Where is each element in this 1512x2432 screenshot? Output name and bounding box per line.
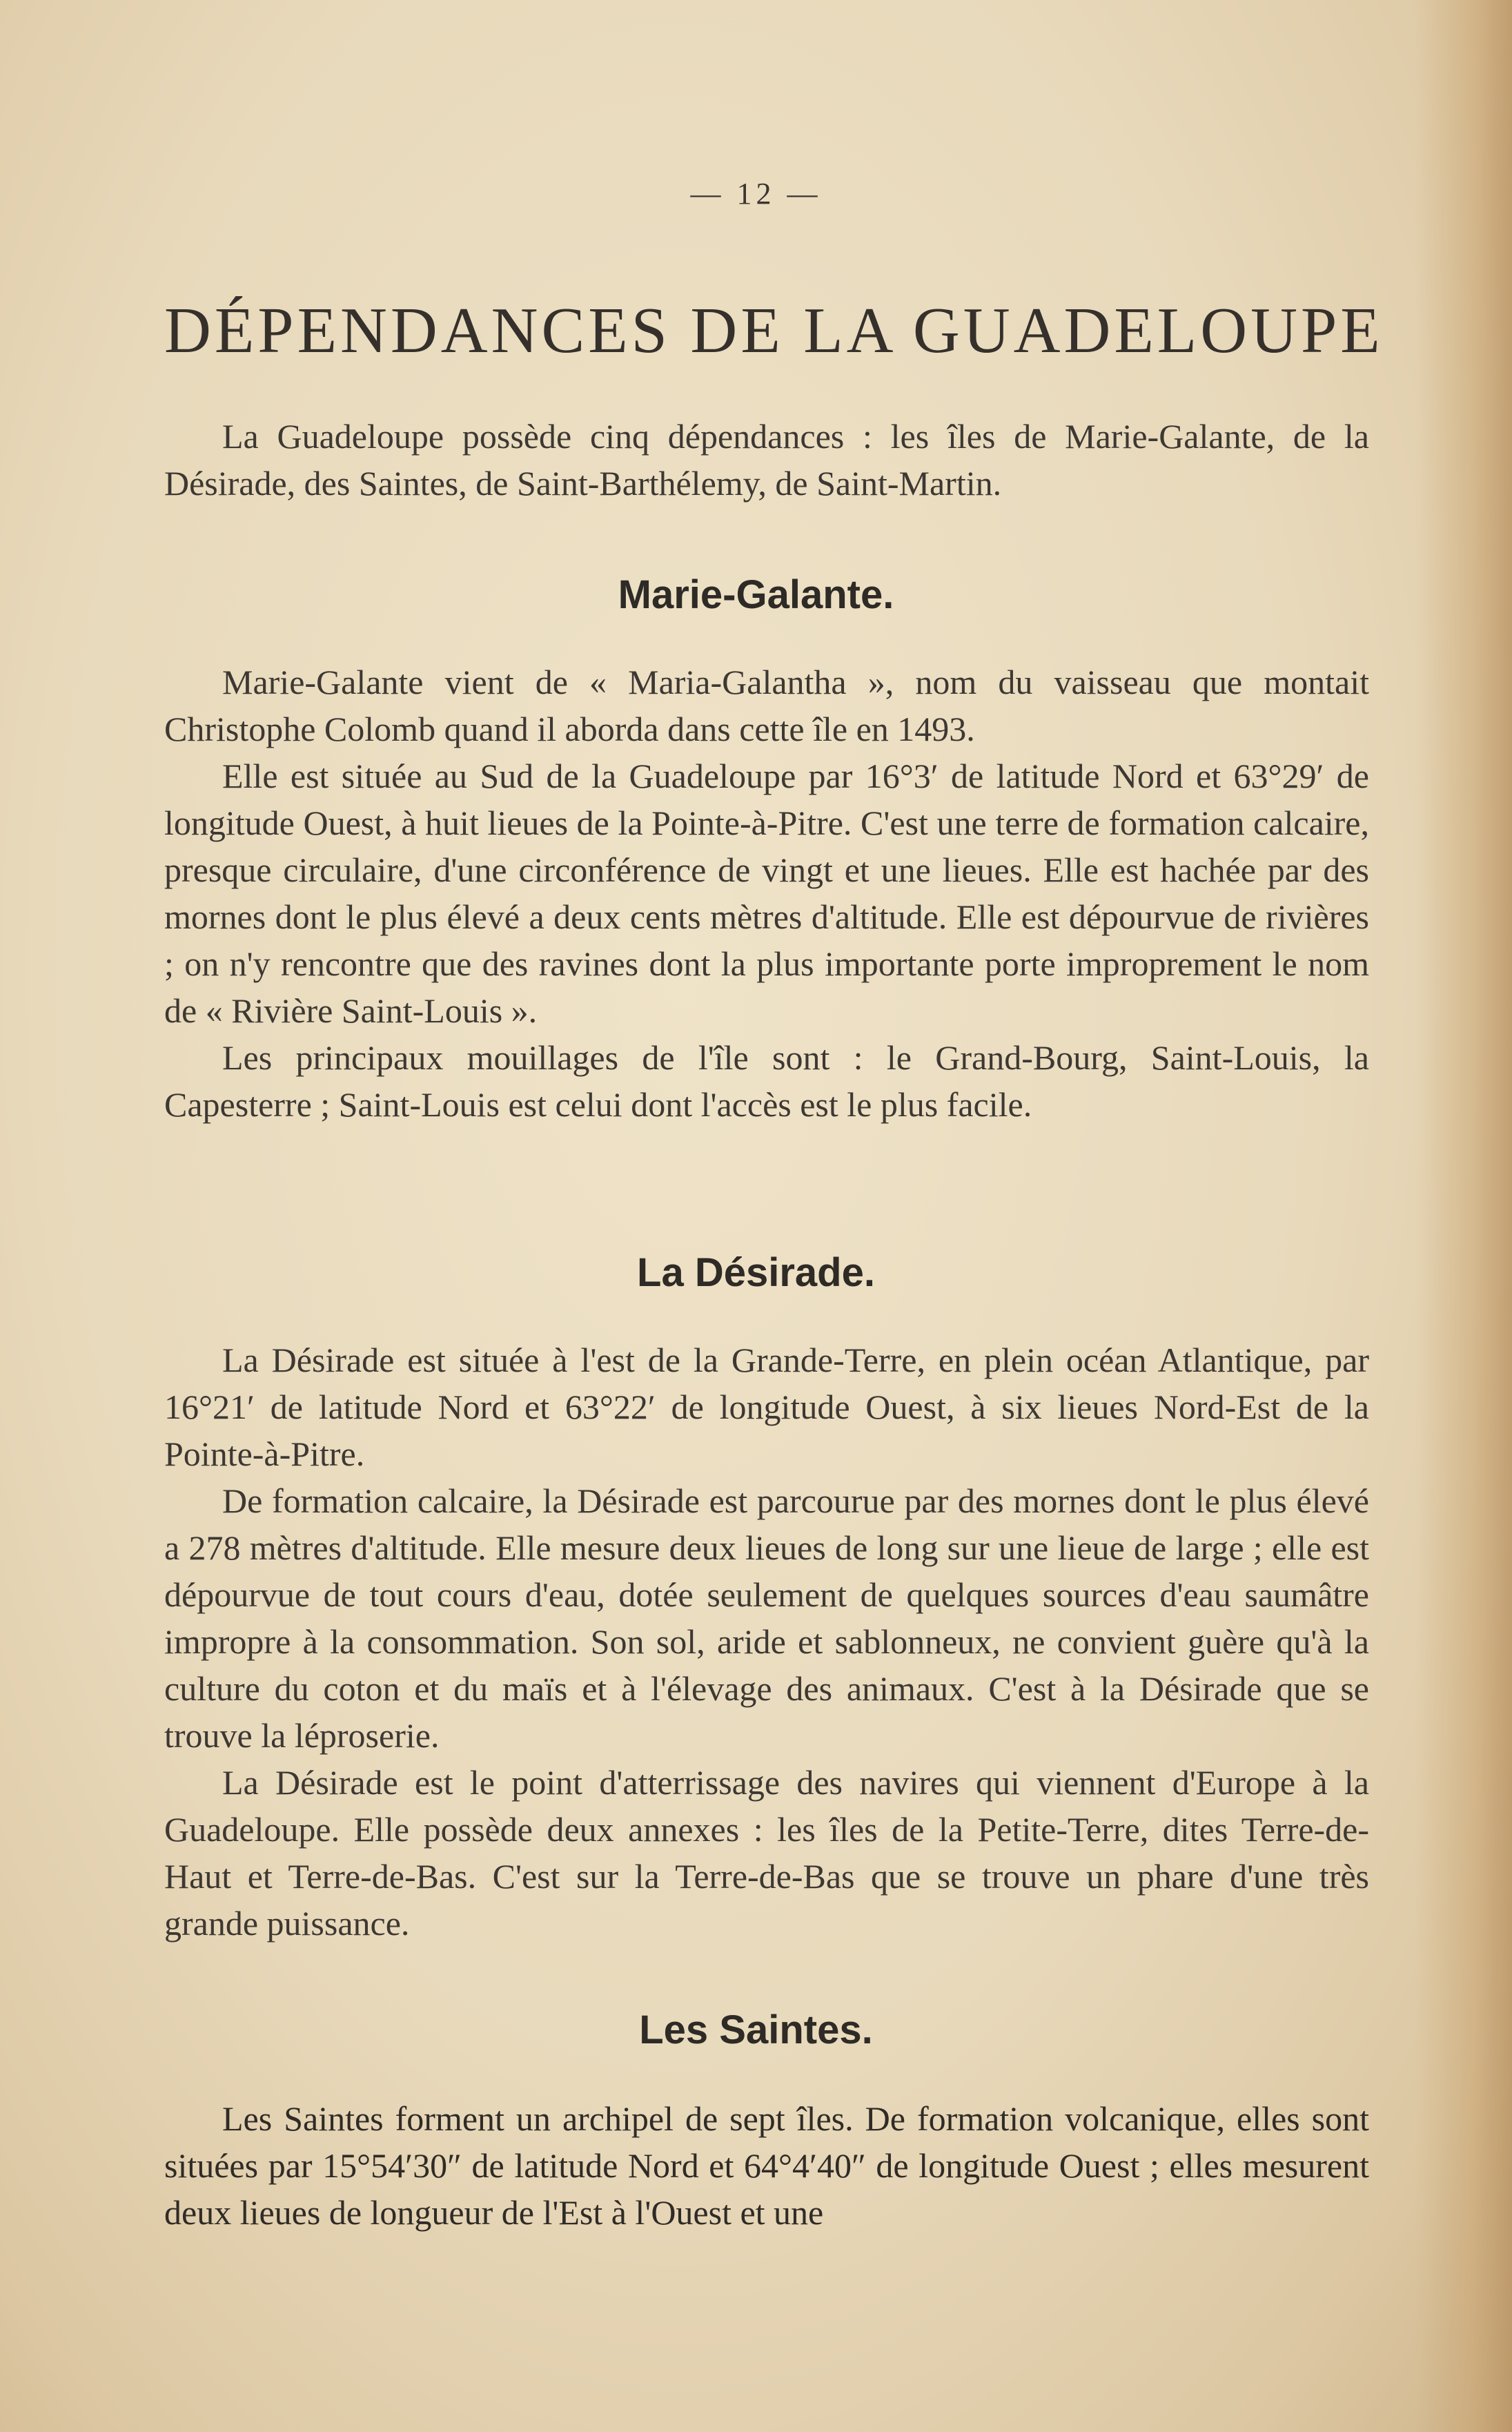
paragraph: Les principaux mouillages de l'île sont : le Grand-Bourg, Saint-Louis, la Capesterre ; Saint-Louis est celui dont l'accès est le plus facile.	[164, 1038, 1369, 1124]
page-edge-shading	[1415, 0, 1512, 2432]
intro-paragraph: La Guadeloupe possède cinq dépendances : les îles de Marie-Galante, de la Désirade, des Saintes, de Saint-Barthélemy, de Saint-Martin.	[164, 417, 1369, 503]
section-body-marie-galante	[164, 659, 1369, 1128]
section-body-les-saintes	[164, 2095, 1369, 2236]
intro-text	[164, 413, 1369, 507]
section-title-la-desirade: La Désirade.	[637, 1250, 875, 1295]
paragraph: Elle est située au Sud de la Guadeloupe par 16°3′ de latitude Nord et 63°29′ de longitude Ouest, à huit lieues de la Pointe-à-Pitre. C'est une terre de formation calcaire, presque circulaire, d'une circonférence de vingt et une lieues. Elle est hachée par des mornes dont le plus élevé a deux cents mètres d'altitude. Elle est dépourvue de rivières ; on n'y rencontre que des ravines dont la plus importante porte improprement le nom de « Rivière Saint-Louis ».	[164, 757, 1369, 1030]
paragraph: La Désirade est le point d'atterrissage des navires qui viennent d'Europe à la Guadeloupe. Elle possède deux annexes : les îles de la Petite-Terre, dites Terre-de-Haut et Terre-de-Bas. C'est sur la Terre-de-Bas que se trouve un phare d'une très grande puissance.	[164, 1763, 1369, 1943]
page-number: — 12 —	[690, 177, 822, 211]
paragraph: De formation calcaire, la Désirade est parcourue par des mornes dont le plus élevé a 278 mètres d'altitude. Elle mesure deux lieues de long sur une lieue de large ; elle est dépourvue de tout cours d'eau, dotée seulement de quelques sources d'eau saumâtre impropre à la consommation. Son sol, aride et sablonneux, ne convient guère qu'à la culture du coton et du maïs et à l'élevage des animaux. C'est à la Désirade que se trouve la léproserie.	[164, 1481, 1369, 1755]
paragraph: Marie-Galante vient de « Maria-Galantha », nom du vaisseau que montait Christophe Colomb quand il aborda dans cette île en 1493.	[164, 663, 1369, 748]
section-title-les-saintes: Les Saintes.	[639, 2007, 873, 2052]
paragraph: La Désirade est située à l'est de la Grande-Terre, en plein océan Atlantique, par 16°21′ de latitude Nord et 63°22′ de longitude Ouest, à six lieues Nord-Est de la Pointe-à-Pitre.	[164, 1341, 1369, 1473]
page-title: DÉPENDANCES DE LA GUADELOUPE	[164, 295, 1384, 367]
section-body-la-desirade	[164, 1336, 1369, 1947]
paragraph: Les Saintes forment un archipel de sept îles. De formation volcanique, elles sont situées par 15°54′30″ de latitude Nord et 64°4′40″ de longitude Ouest ; elles mesurent deux lieues de longueur de l'Est à l'Ouest et une	[164, 2099, 1369, 2232]
section-title-marie-galante: Marie-Galante.	[618, 572, 894, 617]
